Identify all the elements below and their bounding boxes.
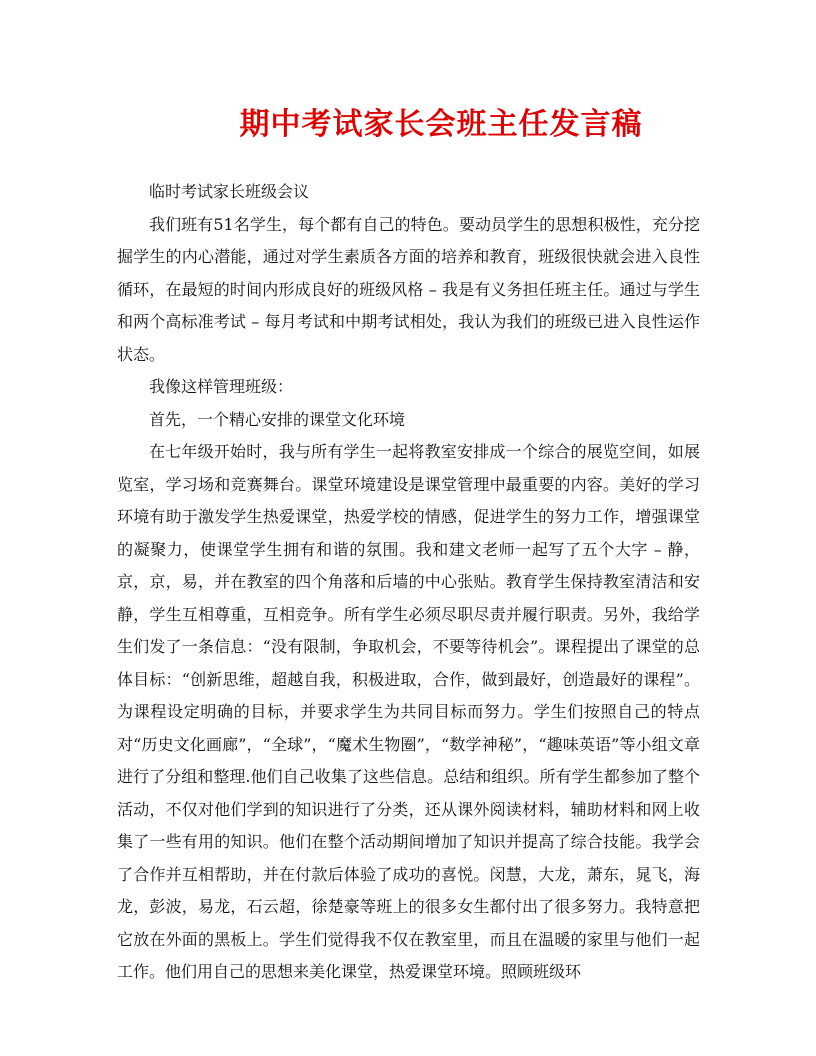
page-title: 期中考试家长会班主任发言稿 [239,107,643,142]
document-body [117,176,700,989]
paragraph-subheading: 临时考试家长班级会议 [149,182,310,201]
paragraph-classroom-environment: 在七年级开始时，我与所有学生一起将教室安排成一个综合的展览空间，如展览室，学习场和竞赛舞台。课堂环境建设是课堂管理中最重要的内容。美好的学习环境有助于激发学生热爱课堂，热爱学校的情感，促进学生的努力工作，增强课堂的凝聚力，使课堂学生拥有和谐的氛围。我和建文老师一起写了五个大字 – 静，京，京，易，并在教室的四个角落和后墙的中心张贴。教育学生保持教室清洁和安静，学生互相尊重，互相竞争。所有学生必须尽职尽责并履行职责。另外，我给学生们发了一条信息：“没有限制，争取机会，不要等待机会”。课程提出了课堂的总体目标：“创新思维，超越自我，积极进取，合作，做到最好，创造最好的课程”。为课程设定明确的目标，并要求学生为共同目标而努力。学生们按照自己的特点对“历史文化画廊”，“全球”，“魔术生物圈”，“数学神秘”，“趣味英语”等小组文章进行了分组和整理.他们自己收集了这些信息。总结和组织。所有学生都参加了整个活动，不仅对他们学到的知识进行了分类，还从课外阅读材料，辅助材料和网上收集了一些有用的知识。他们在整个活动期间增加了知识并提高了综合技能。我学会了合作并互相帮助，并在付款后体验了成功的喜悦。闵慧，大龙，萧东，晁飞，海龙，彭波，易龙，石云超，徐楚豪等班上的很多女生都付出了很多努力。我特意把它放在外面的黑板上。学生们觉得我不仅在教室里，而且在温暖的家里与他们一起工作。他们用自己的思想来美化课堂，热爱课堂环境。照顾班级环 [117,442,700,981]
paragraph-intro: 我们班有51名学生，每个都有自己的特色。要动员学生的思想积极性，充分挖掘学生的内心潜能，通过对学生素质各方面的培养和教育，班级很快就会进入良性循环，在最短的时间内形成良好的班级风格 – 我是有义务担任班主任。通过与学生和两个高标准考试 – 每月考试和中期考试相处，我认为我们的班级已进入良性运作状态。 [117,214,700,364]
paragraph-management-lead: 我像这样管理班级： [149,377,294,396]
paragraph-section-heading: 首先，一个精心安排的课堂文化环境 [149,409,406,429]
